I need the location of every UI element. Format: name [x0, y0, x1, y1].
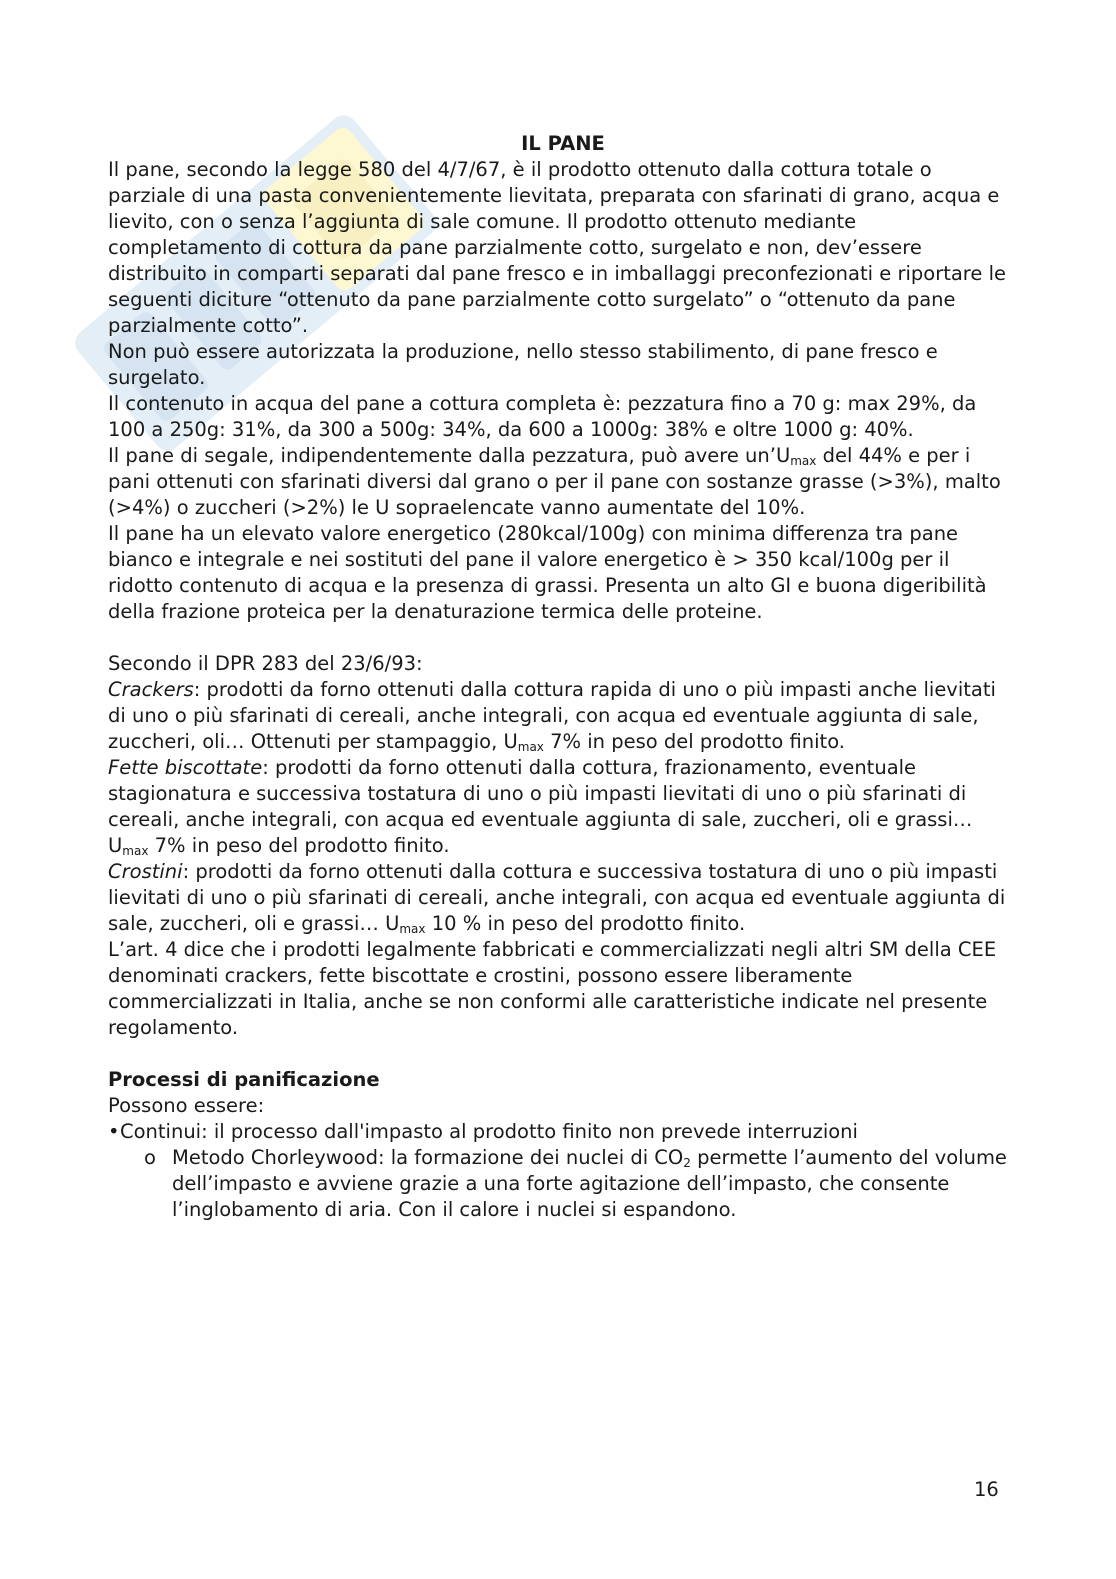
- paragraph-dpr-intro: Secondo il DPR 283 del 23/6/93:: [108, 652, 423, 675]
- paragraph-energy: Il pane ha un elevato valore energetico (280kcal/100g) con minima differenza tra pane bianco e integrale e nei sostituti del pane il valore energetico è > 350 kcal/100g per il ridotto contenuto di acqua e la presenza di grassi. Presenta un alto GI e buona digeribilità della frazione proteica per la denaturazione termica delle proteine.: [108, 522, 987, 623]
- list-item: • Continui: il processo dall'impasto al prodotto finito non prevede interruzioni o Metodo Chorleywood: la formazione dei nuclei di $CO_2$ permette l’aumento del volume dell’impasto e avviene grazie a una forte agitazione dell’impasto, che consente l’inglobamento di aria. Con il calore i nuclei si espandono.: [108, 1120, 1007, 1221]
- paragraph-segale: Il pane di segale, indipendentemente dalla pezzatura, può avere $un’U_{max}$ del 44% e per i pani ottenuti con sfarinati diversi dal grano o per il pane con sostanze grasse (>3%), malto (>4%) o zuccheri (>2%) le U sopraelencate vanno aumentate del 10%.: [108, 444, 1001, 519]
- paragraph-water-content: Il contenuto in acqua del pane a cottura completa è: pezzatura fino a 70 g: max 29%, da 100 a 250g: 31%, da 300 a 500g: 34%, da 600 a 1000g: 38% e oltre 1000 g: 40%.: [108, 392, 977, 441]
- paragraph-art4: L’art. 4 dice che i prodotti legalmente fabbricati e commercializzati negli altri SM della CEE denominati crackers, fette biscottate e crostini, possono essere liberamente commercializzati in Italia, anche se non conformi alle caratteristiche indicate nel presente regolamento.: [108, 938, 997, 1039]
- section-heading: Processi di panificazione: [108, 1068, 380, 1091]
- definition-crackers: Crackers: prodotti da forno ottenuti dalla cottura rapida di uno o più impasti anche lievitati di uno o più sfarinati di cereali, anche integrali, con acqua ed eventuale aggiunta di sale, zuccheri, oli… Ottenuti per stampaggio, $U_{max}$ 7% in peso del prodotto finito.: [108, 678, 996, 754]
- sub-bullet-icon: o: [144, 1146, 156, 1169]
- bullet-icon: •: [108, 1120, 120, 1143]
- paragraph-definition: Il pane, secondo la legge 580 del 4/7/67, è il prodotto ottenuto dalla cottura totale o parziale di una pasta convenientemente lievitata, preparata con sfarinati di grano, acqua e lievito, con o senza l’aggiunta di sale comune. Il prodotto ottenuto mediante completamento di cottura da pane parzialmente cotto, surgelato e non, dev’essere distribuito in comparti separati dal pane fresco e in imballaggi preconfezionati e riportare le seguenti diciture “ottenuto da pane parzialmente cotto surgelato” o “ottenuto da pane parzialmente cotto”.: [108, 158, 1006, 337]
- definition-crostini: Crostini: prodotti da forno ottenuti dalla cottura e successiva tostatura di uno o più impasti lievitati di uno o più sfarinati di cereali, anche integrali, con acqua ed eventuale aggiunta di sale, zuccheri, oli e grassi… $U_{max}$ 10 % in peso del prodotto finito.: [108, 860, 1006, 936]
- sub-list-item: o Metodo Chorleywood: la formazione dei nuclei di $CO_2$ permette l’aumento del volume dell’impasto e avviene grazie a una forte agitazione dell’impasto, che consente l’inglobamento di aria. Con il calore i nuclei si espandono.: [144, 1146, 1007, 1221]
- section-lead: Possono essere:: [108, 1094, 265, 1117]
- term-fette-biscottate: Fette biscottate: [108, 756, 263, 779]
- document-body: [108, 131, 1008, 1223]
- process-list: [108, 1119, 1008, 1223]
- definition-fette-biscottate: Fette biscottate: prodotti da forno ottenuti dalla cottura, frazionamento, eventuale stagionatura e successiva tostatura di uno o più impasti lievitati di uno o più sfarinati di cereali, anche integrali, con acqua ed eventuale aggiunta di sale, zuccheri, oli e grassi… $U_{max}$ 7% in peso del prodotto finito.: [108, 756, 973, 858]
- term-crackers: Crackers: [108, 678, 194, 701]
- term-crostini: Crostini: [108, 860, 183, 883]
- process-sublist: [120, 1145, 1008, 1223]
- page-title: IL PANE: [521, 132, 605, 155]
- page-number: 16: [974, 1478, 999, 1501]
- paragraph-production: Non può essere autorizzata la produzione, nello stesso stabilimento, di pane fresco e surgelato.: [108, 340, 938, 389]
